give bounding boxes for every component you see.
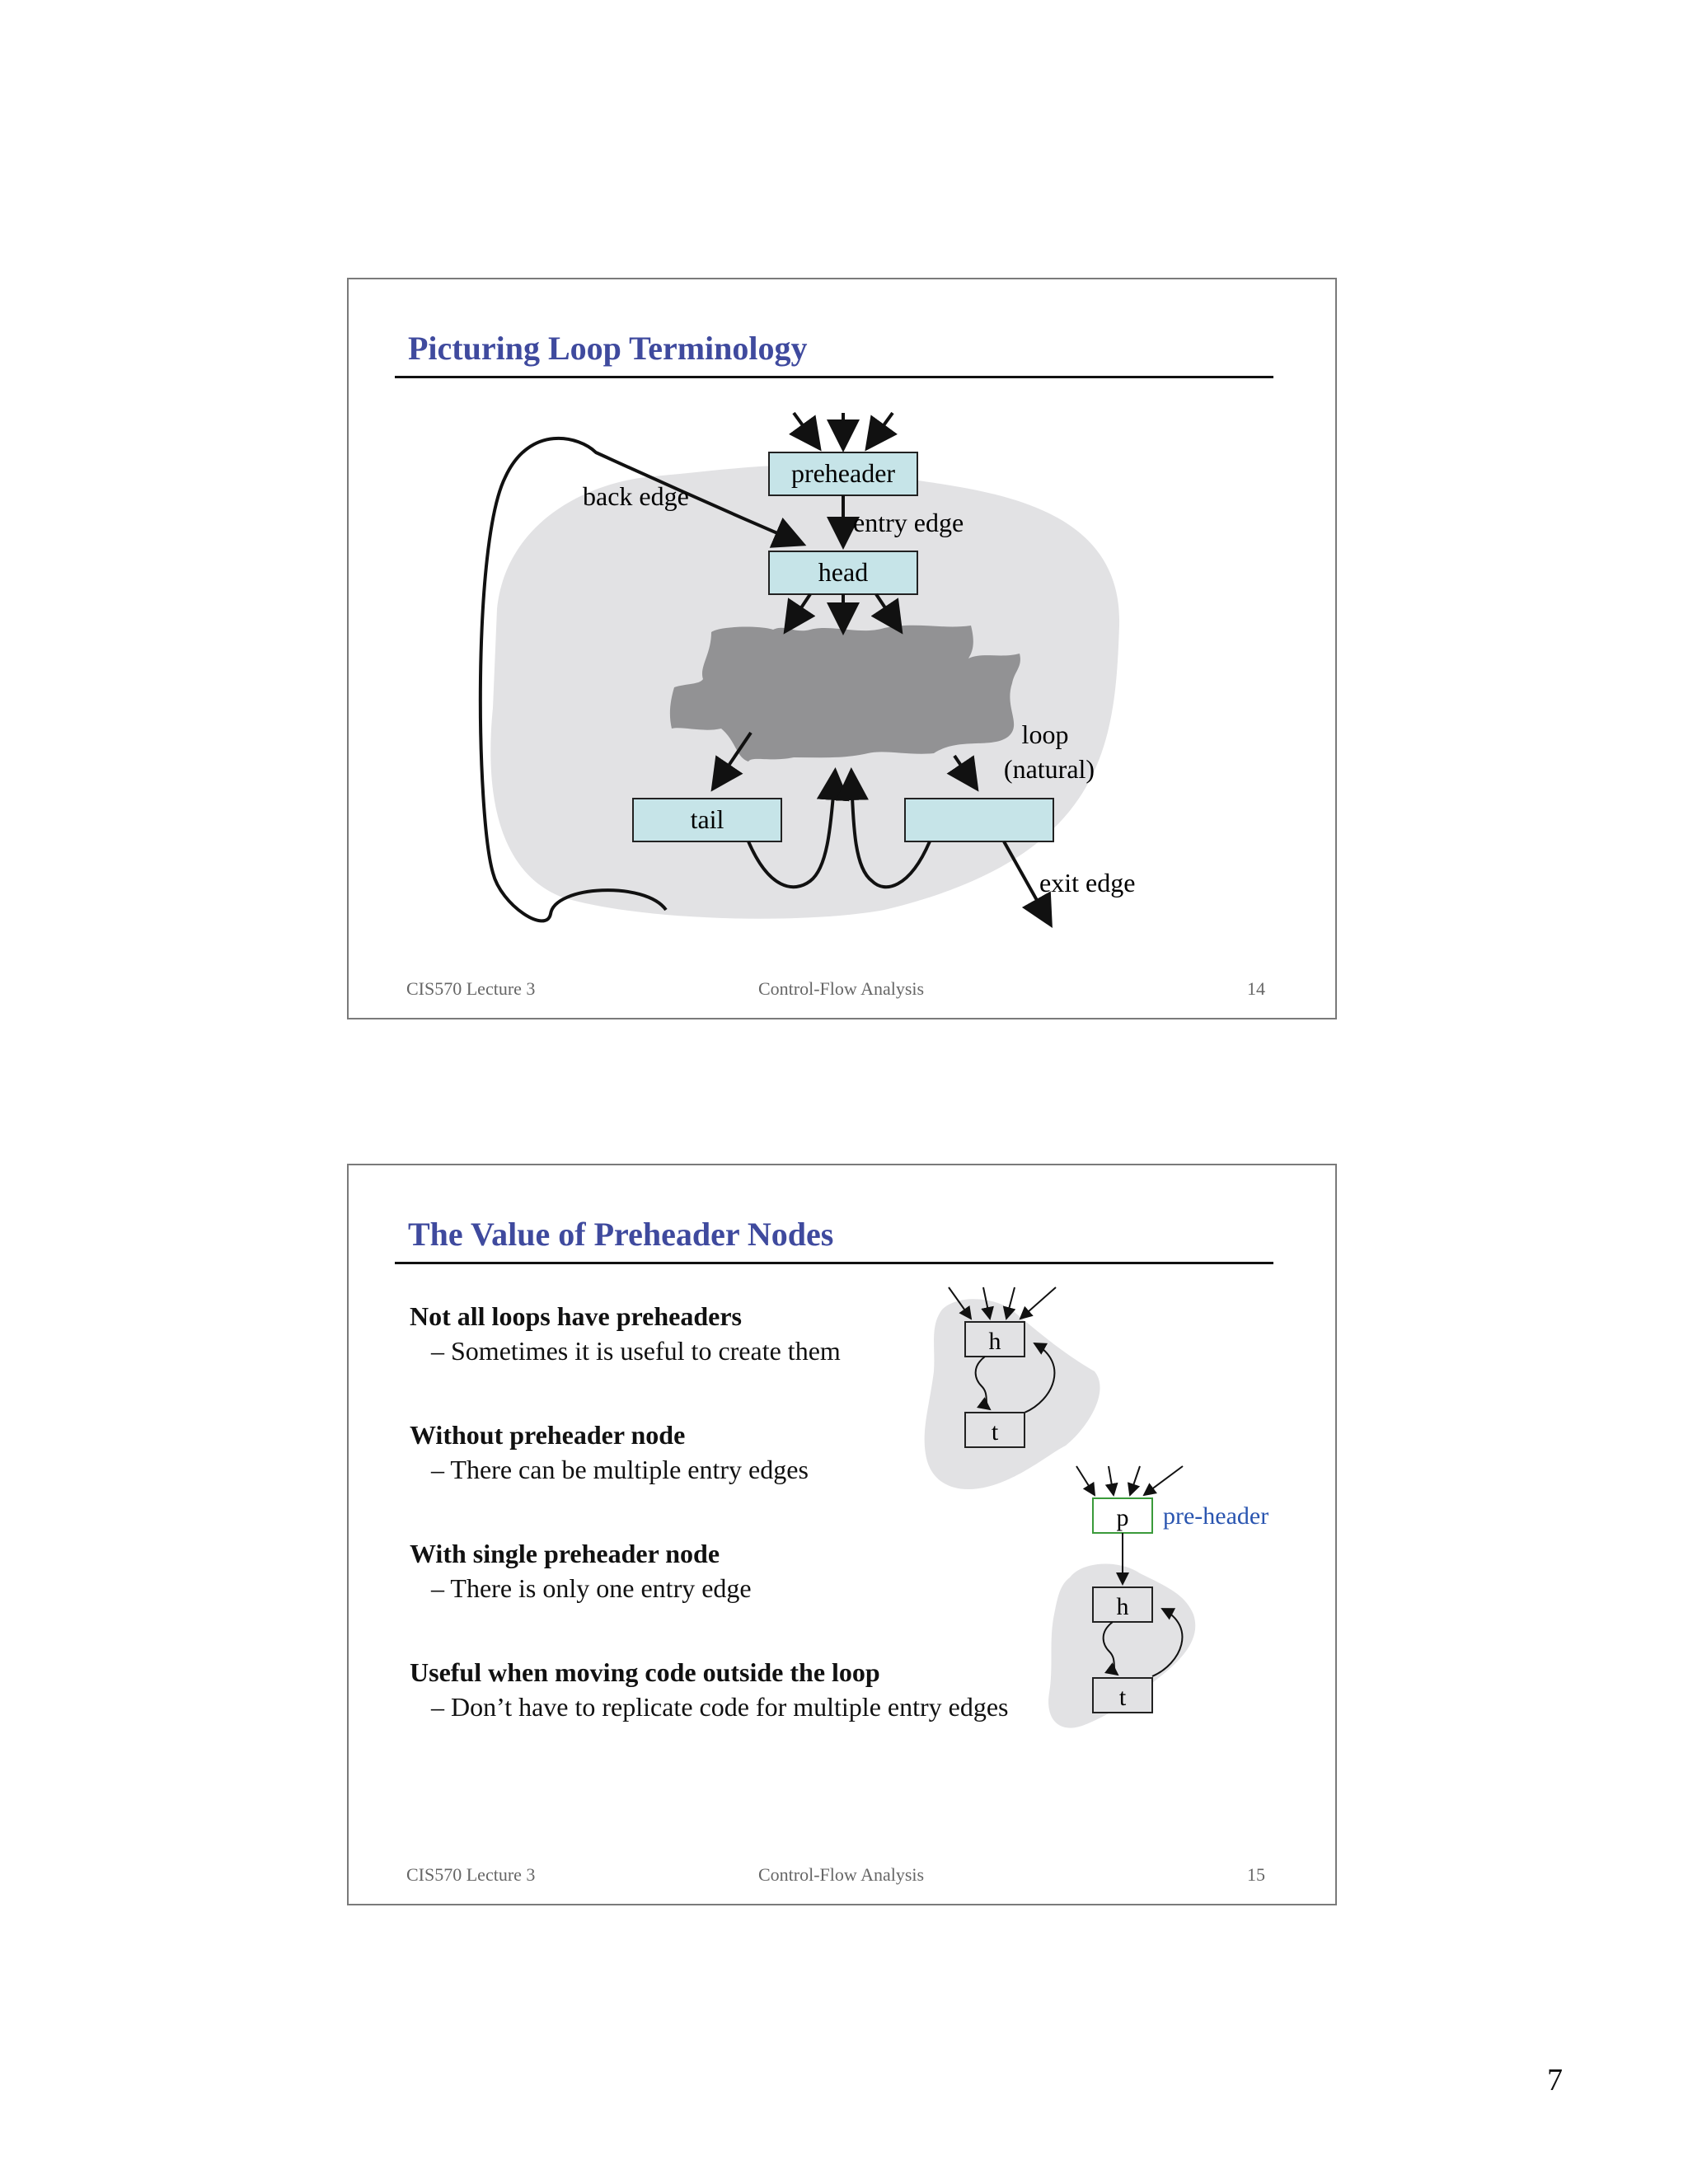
bullet-sub: – Sometimes it is useful to create them [431,1336,841,1366]
exit-edge-label: exit edge [1039,868,1136,898]
bullet-sub: – There can be multiple entry edges [431,1455,809,1484]
head-label: head [818,557,869,587]
t-label-2: t [1118,1684,1127,1711]
bullet-sub: – There is only one entry edge [431,1573,752,1603]
footer-topic: Control-Flow Analysis [758,978,925,999]
t-label-1: t [991,1418,999,1446]
bullet-sub: – Don’t have to replicate code for multiple entry edges [431,1692,1009,1722]
back-edge-label: back edge [583,481,689,511]
slide-picturing-loop-terminology [347,278,1337,1019]
tail-label: tail [690,804,724,834]
bullet-heading: Not all loops have preheaders [410,1301,742,1331]
bullet-heading: With single preheader node [410,1539,720,1568]
footer-course: CIS570 Lecture 3 [406,978,536,999]
slide-title: Picturing Loop Terminology [408,330,808,367]
exit-node [905,799,1053,841]
loop-diagram [349,279,1339,1021]
pre-header-label: pre-header [1163,1502,1269,1530]
h-label-2: h [1116,1593,1129,1620]
loop-label: loop [1021,719,1069,749]
bullet-heading: Without preheader node [410,1420,686,1450]
preheader-diagram [349,1165,1339,1907]
slide-value-of-preheader-nodes [347,1164,1337,1905]
p-label: p [1116,1504,1129,1531]
entry-edge-label: entry edge [853,508,964,537]
loop-natural-label: (natural) [1003,754,1095,784]
slide-title: The Value of Preheader Nodes [408,1216,834,1253]
h-label-1: h [988,1328,1001,1355]
bullet-heading: Useful when moving code outside the loop [410,1657,880,1687]
footer-topic: Control-Flow Analysis [758,1864,925,1885]
page-number: 7 [1547,2063,1563,2097]
footer-slide-number: 15 [1247,1864,1265,1885]
footer-slide-number: 14 [1247,978,1265,999]
footer-course: CIS570 Lecture 3 [406,1864,536,1885]
preheader-label: preheader [790,458,896,488]
